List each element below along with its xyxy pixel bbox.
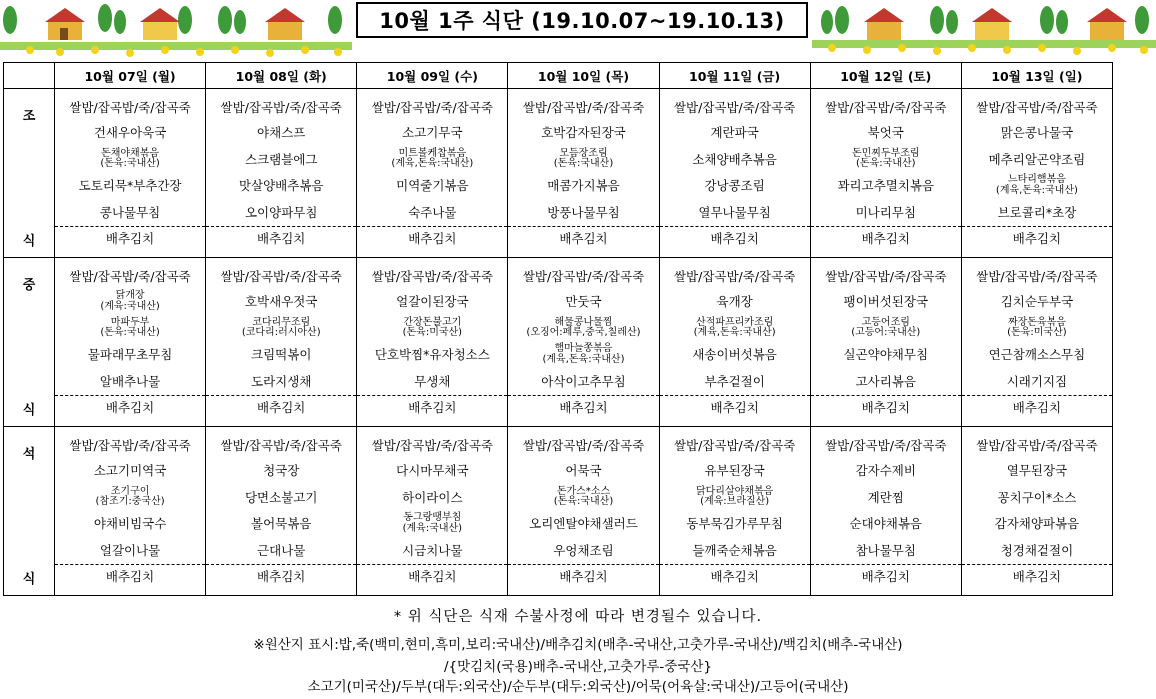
rice-item: 쌀밥/잡곡밥/죽/잡곡죽	[69, 437, 191, 453]
rice-item: 쌀밥/잡곡밥/죽/잡곡죽	[825, 99, 947, 115]
dish-item: 청경채겉절이	[962, 537, 1112, 565]
rice-item: 쌀밥/잡곡밥/죽/잡곡죽	[522, 99, 645, 115]
dish-item: 소고기무국	[402, 125, 463, 141]
dish-item: 도토리묵*부추간장	[78, 178, 182, 194]
dish-item	[508, 484, 658, 511]
dish-origin: (돈육:국내산)	[553, 158, 614, 170]
dish-item	[508, 342, 658, 369]
kimchi-item: 배추김치	[408, 399, 457, 415]
dish-item: 계란찜	[867, 489, 904, 505]
dish-item: 우엉채조림	[508, 537, 658, 565]
kimchi-item: 배추김치	[861, 399, 910, 415]
rice-item: 쌀밥/잡곡밥/죽/잡곡죽	[69, 99, 191, 115]
dish-name: 산적파프리카조림	[695, 316, 774, 328]
dish-origin: (계육,돈육:국내산)	[995, 184, 1078, 196]
origin-notice-line: /{맛김치(국용)배추-국내산,고춧가루-중국산}	[444, 659, 712, 675]
rice-item: 쌀밥/잡곡밥/죽/잡곡죽	[673, 437, 796, 453]
dish-item: 스크램블에그	[244, 151, 318, 167]
dish-item: 계란파국	[710, 125, 759, 141]
dish-origin: (계육:국내산)	[100, 300, 160, 312]
kimchi-item: 배추김치	[105, 568, 155, 584]
dish-item: 연근참깨소스무침	[988, 347, 1086, 363]
rice-item: 쌀밥/잡곡밥/죽/잡곡죽	[371, 437, 493, 453]
dish-item: 소채양배추볶음	[692, 151, 777, 167]
dish-item: 알배추나물	[55, 368, 205, 396]
meal-label-bottom: 식	[22, 234, 36, 249]
dish-item: 크림떡볶이	[251, 347, 312, 363]
day-menu-cell	[55, 427, 206, 596]
dish-item: 유부된장국	[704, 463, 765, 479]
day-menu-cell	[206, 258, 357, 427]
dish-item: 동부묵김가루무침	[686, 516, 783, 532]
rice-item: 쌀밥/잡곡밥/죽/잡곡죽	[825, 437, 947, 453]
dish-item: 김치순두부국	[1000, 294, 1074, 310]
dish-item: 다시마무채국	[396, 463, 469, 479]
day-menu-cell	[961, 258, 1112, 427]
dish-name: 닭개장	[115, 290, 145, 302]
dish-item: 볼어묵볶음	[251, 516, 312, 532]
rice-item: 쌀밥/잡곡밥/죽/잡곡죽	[371, 99, 493, 115]
rice-item: 쌀밥/잡곡밥/죽/잡곡죽	[522, 437, 645, 453]
kimchi-item: 배추김치	[559, 568, 608, 584]
rice-item: 쌀밥/잡곡밥/죽/잡곡죽	[673, 99, 796, 115]
kimchi-item: 배추김치	[1012, 399, 1062, 415]
dish-item: 소고기미역국	[93, 463, 167, 479]
dish-item: 어묵국	[565, 463, 602, 479]
dish-item	[811, 146, 961, 173]
day-header: 10월 12일 (토)	[810, 63, 961, 89]
kimchi-item: 배추김치	[257, 399, 306, 415]
dish-item: 감자채양파볶음	[994, 516, 1080, 532]
dish-item: 실곤약야채무침	[843, 347, 929, 363]
origin-notice-line: ※원산지 표시:밥,죽(백미,현미,흑미,보리:국내산)/배추김치(배추-국내산,고춧가루-국내산)/백김치(배추-국내산)	[253, 637, 903, 653]
dish-origin: (계육,돈육:국내산)	[391, 158, 474, 170]
dish-item: 미나리무침	[811, 199, 961, 227]
origin-notice-line: 소고기(미국산)/두부(대두:외국산)/순두부(대두:외국산)/어묵(어육살:국내산)/고등어(국내산)	[307, 679, 849, 695]
dish-item	[508, 146, 658, 173]
dish-item	[660, 484, 810, 511]
dish-name: 돈채야채볶음	[101, 147, 160, 159]
day-menu-cell	[55, 258, 206, 427]
dish-item: 열무나물무침	[660, 199, 810, 227]
dish-item: 근대나물	[206, 537, 356, 565]
dish-item: 오리엔탈야채샐러드	[529, 516, 638, 532]
house-icon	[864, 8, 1127, 40]
dish-item: 꽈리고추멸치볶음	[837, 178, 935, 194]
weekly-menu-table	[3, 62, 1113, 596]
header-corner	[4, 63, 55, 89]
dish-name: 돈가스*소스	[556, 485, 611, 497]
header-row	[4, 63, 1113, 89]
dish-item: 감자수제비	[855, 463, 916, 479]
dish-item: 호박감자된장국	[541, 125, 626, 141]
dish-item: 시금치나물	[357, 537, 507, 565]
day-menu-cell	[508, 258, 659, 427]
change-notice: * 위 식단은 식재 수불사정에 따라 변경될수 있습니다.	[393, 609, 763, 625]
dish-name: 짜장돈육볶음	[1007, 316, 1066, 328]
dish-name: 느타리햄볶음	[1007, 174, 1066, 186]
dish-origin: (돈육:국내산)	[856, 158, 916, 170]
dish-name: 햄마늘쫑볶음	[554, 343, 613, 355]
dish-item	[508, 315, 658, 342]
dish-item: 만둣국	[565, 294, 602, 310]
meal-label-top: 중	[22, 278, 36, 293]
day-header: 10월 09일 (수)	[357, 63, 508, 89]
dish-origin: (돈육:국내산)	[100, 158, 160, 170]
meal-label	[4, 258, 55, 427]
rice-item: 쌀밥/잡곡밥/죽/잡곡죽	[976, 268, 1098, 284]
dish-name: 동그랑땡부침	[403, 512, 462, 524]
day-menu-cell	[357, 89, 508, 258]
dish-name: 고등어조림	[861, 316, 910, 328]
rice-item: 쌀밥/잡곡밥/죽/잡곡죽	[69, 268, 191, 284]
dish-item	[660, 315, 810, 342]
kimchi-item: 배추김치	[559, 399, 608, 415]
dish-item: 하이라이스	[402, 489, 463, 505]
day-menu-cell	[659, 427, 810, 596]
dish-item: 브로콜리*초장	[962, 199, 1112, 227]
dish-item: 맛살양배추볶음	[238, 178, 324, 194]
kimchi-item: 배추김치	[861, 230, 910, 246]
day-header: 10월 11일 (금)	[659, 63, 810, 89]
page-title: 10월 1주 식단 (19.10.07~19.10.13)	[356, 2, 808, 38]
dish-item: 메추리알곤약조림	[988, 151, 1086, 167]
kimchi-item: 배추김치	[710, 230, 759, 246]
dish-item	[55, 289, 205, 316]
dish-item: 물파래무초무침	[87, 347, 173, 363]
decorative-banner-right	[812, 0, 1156, 62]
day-header: 10월 07일 (월)	[55, 63, 206, 89]
kimchi-item: 배추김치	[710, 568, 759, 584]
dish-item: 참나물무침	[811, 537, 961, 565]
day-menu-cell	[206, 89, 357, 258]
dish-item: 무생채	[357, 368, 507, 396]
dish-item	[962, 315, 1112, 342]
kimchi-item: 배추김치	[408, 568, 457, 584]
rice-item: 쌀밥/잡곡밥/죽/잡곡죽	[976, 99, 1098, 115]
day-menu-cell	[206, 427, 357, 596]
dish-origin: (돈육:국내산)	[100, 327, 160, 339]
day-menu-cell	[508, 89, 659, 258]
dish-item: 맑은콩나물국	[1000, 125, 1074, 141]
dish-item: 방풍나물무침	[508, 199, 658, 227]
dish-item	[55, 315, 205, 342]
dish-origin: (계육:국내산)	[402, 522, 463, 534]
dish-item: 야채비빔국수	[93, 516, 167, 532]
dish-item	[55, 484, 205, 511]
rice-item: 쌀밥/잡곡밥/죽/잡곡죽	[220, 268, 342, 284]
day-menu-cell	[357, 427, 508, 596]
rice-item: 쌀밥/잡곡밥/죽/잡곡죽	[220, 99, 342, 115]
dish-item: 미역줄기볶음	[396, 178, 469, 194]
day-menu-cell	[659, 89, 810, 258]
dish-item: 건새우아욱국	[93, 125, 167, 141]
meal-row	[4, 89, 1113, 258]
dish-origin: (계육,돈육:국내산)	[542, 353, 625, 365]
dish-name: 조기구이	[110, 485, 150, 497]
dish-item: 도라지생채	[206, 368, 356, 396]
day-menu-cell	[961, 89, 1112, 258]
dish-origin: (고등어:국내산)	[851, 327, 921, 339]
dish-item: 부추겉절이	[660, 368, 810, 396]
dish-name: 해물콩나물찜	[554, 316, 613, 328]
dish-item: 호박새우젓국	[244, 294, 318, 310]
day-menu-cell	[508, 427, 659, 596]
kimchi-item: 배추김치	[559, 230, 608, 246]
meal-label-top: 석	[22, 447, 36, 462]
meal-label-bottom: 식	[22, 403, 36, 418]
kimchi-item: 배추김치	[1012, 230, 1062, 246]
dish-item: 강낭콩조림	[704, 178, 765, 194]
meal-label	[4, 427, 55, 596]
dish-item: 오이양파무침	[206, 199, 356, 227]
dish-name: 마파두부	[110, 316, 150, 328]
dish-item: 열무된장국	[1006, 463, 1068, 479]
kimchi-item: 배추김치	[861, 568, 910, 584]
dish-item: 순대야채볶음	[849, 516, 922, 532]
dish-origin: (돈육:국내산)	[553, 496, 614, 508]
dish-item	[962, 173, 1112, 200]
dish-item: 얼갈이나물	[55, 537, 205, 565]
dish-origin: (돈육:미국산)	[1007, 327, 1067, 339]
day-menu-cell	[961, 427, 1112, 596]
day-menu-cell	[810, 427, 961, 596]
dish-item: 새송이버섯볶음	[692, 347, 777, 363]
dish-origin: (계육:브라질산)	[700, 496, 770, 508]
kimchi-item: 배추김치	[710, 399, 759, 415]
dish-item	[811, 315, 961, 342]
dish-name: 코다리무조림	[252, 316, 311, 328]
dish-item: 들깨죽순채볶음	[660, 537, 810, 565]
dish-item	[206, 315, 356, 342]
kimchi-item: 배추김치	[1012, 568, 1062, 584]
kimchi-item: 배추김치	[257, 568, 306, 584]
dish-item: 당면소불고기	[244, 489, 318, 505]
meal-label-bottom: 식	[22, 572, 36, 587]
dish-item: 숙주나물	[357, 199, 507, 227]
dish-item: 콩나물무침	[55, 199, 205, 227]
day-menu-cell	[810, 89, 961, 258]
dish-item: 시래기지짐	[962, 368, 1112, 396]
dish-origin: (참조기:중국산)	[95, 496, 165, 508]
dish-origin: (돈육:미국산)	[402, 327, 463, 339]
day-header: 10월 08일 (화)	[206, 63, 357, 89]
kimchi-item: 배추김치	[257, 230, 306, 246]
dish-item: 얼갈이된장국	[396, 294, 469, 310]
decorative-banner-left	[0, 0, 352, 62]
kimchi-item: 배추김치	[408, 230, 457, 246]
rice-item: 쌀밥/잡곡밥/죽/잡곡죽	[371, 268, 493, 284]
dish-item: 아삭이고추무침	[508, 368, 658, 396]
dish-item: 단호박찜*유자청소스	[374, 347, 490, 363]
day-menu-cell	[810, 258, 961, 427]
rice-item: 쌀밥/잡곡밥/죽/잡곡죽	[522, 268, 645, 284]
meal-label-top: 조	[22, 109, 36, 124]
dish-item: 청국장	[263, 463, 300, 479]
dish-origin: (오징어:페루,중국,칠레산)	[526, 327, 641, 339]
rice-item: 쌀밥/잡곡밥/죽/잡곡죽	[976, 437, 1098, 453]
dish-item: 고사리볶음	[811, 368, 961, 396]
rice-item: 쌀밥/잡곡밥/죽/잡곡죽	[825, 268, 947, 284]
dish-item	[357, 511, 507, 538]
rice-item: 쌀밥/잡곡밥/죽/잡곡죽	[220, 437, 342, 453]
dish-item: 팽이버섯된장국	[843, 294, 929, 310]
dish-item	[357, 146, 507, 173]
house-icon	[45, 8, 305, 40]
dish-item: 매콤가지볶음	[547, 178, 620, 194]
dish-item: 야채스프	[257, 125, 306, 141]
dish-name: 간장돈불고기	[403, 316, 462, 328]
dish-item: 꽁치구이*소스	[997, 489, 1077, 505]
meal-label	[4, 89, 55, 258]
day-header: 10월 13일 (일)	[961, 63, 1112, 89]
dish-origin: (코다리:러시아산)	[241, 327, 321, 339]
day-menu-cell	[357, 258, 508, 427]
dish-name: 모듬장조림	[559, 147, 608, 159]
dish-item	[55, 146, 205, 173]
kimchi-item: 배추김치	[105, 399, 155, 415]
dish-name: 미트볼케찹볶음	[398, 147, 467, 159]
dish-item: 북엇국	[867, 125, 904, 141]
rice-item: 쌀밥/잡곡밥/죽/잡곡죽	[673, 268, 796, 284]
dish-name: 닭다리살야채볶음	[695, 485, 774, 497]
dish-name: 돈민찌두부조림	[851, 147, 920, 159]
dish-origin: (계육,돈육:국내산)	[693, 327, 776, 339]
dish-item	[357, 315, 507, 342]
kimchi-item: 배추김치	[105, 230, 155, 246]
meal-row	[4, 427, 1113, 596]
day-menu-cell	[659, 258, 810, 427]
day-header: 10월 10일 (목)	[508, 63, 659, 89]
day-menu-cell	[55, 89, 206, 258]
meal-row	[4, 258, 1113, 427]
dish-item: 육개장	[716, 294, 753, 310]
